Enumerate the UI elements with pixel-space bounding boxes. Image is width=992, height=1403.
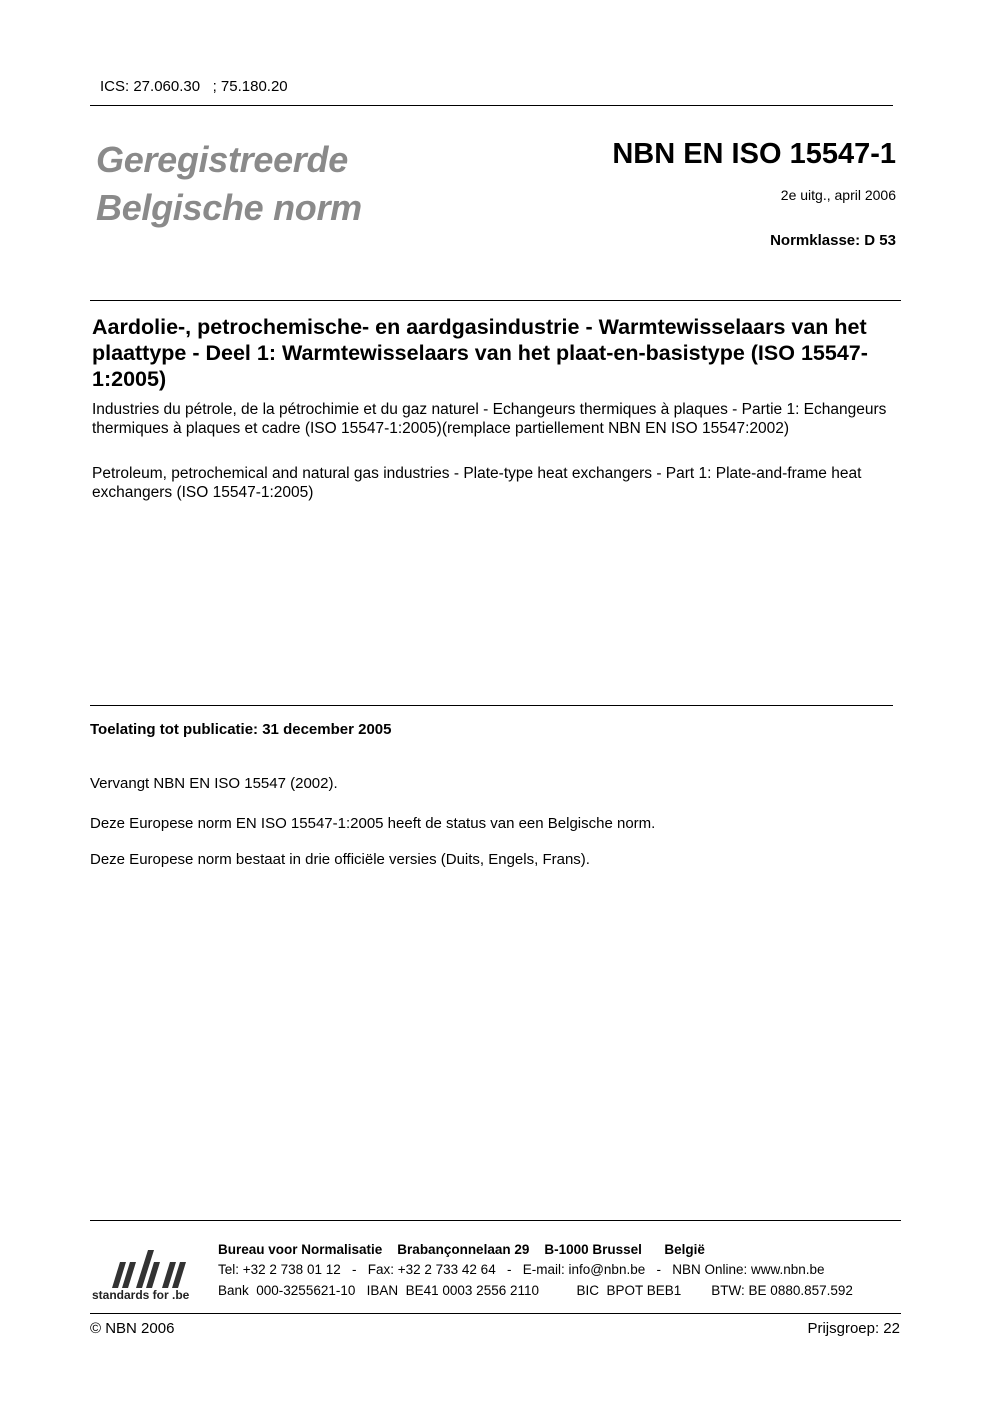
title-english: Petroleum, petrochemical and natural gas industries - Plate-type heat exchangers - Part 1: Plate-and-frame heat exchangers (ISO 15547-1:2005) (92, 465, 862, 501)
publication-date: Toelating tot publicatie: 31 december 2005 (90, 721, 392, 738)
footer-bottom-divider (90, 1313, 901, 1314)
copyright: © NBN 2006 (90, 1320, 175, 1337)
standard-number: NBN EN ISO 15547-1 (612, 138, 896, 170)
versions-note: Deze Europese norm bestaat in drie officiële versies (Duits, Engels, Frans). (90, 851, 590, 868)
edition-date: 2e uitg., april 2006 (780, 187, 896, 203)
registered-line-1: Geregistreerde (96, 139, 348, 180)
status-note: Deze Europese norm EN ISO 15547-1:2005 heeft de status van een Belgische norm. (90, 815, 656, 832)
title-dutch: Aardolie-, petrochemische- en aardgasindustrie - Warmtewisselaars van het plaattype - Deel 1: Warmtewisselaars van het plaat-en-basistype (ISO 15547-1:2005) (92, 315, 868, 391)
top-divider (90, 105, 893, 106)
nbn-logo-mark-icon (106, 1250, 196, 1290)
title-divider (90, 300, 901, 301)
title-french: Industries du pétrole, de la pétrochimie et du gaz naturel - Echangeurs thermiques à plaques - Partie 1: Echangeurs thermiques à plaques et cadre (ISO 15547-1:2005)(remplace partiellement NBN EN ISO 15547:2002) (92, 401, 887, 437)
nbn-logo (92, 1250, 204, 1306)
bank-line: Bank 000-3255621-10 IBAN BE41 0003 2556 2110 BIC BPOT BEB1 BTW: BE 0880.857.592 (218, 1283, 853, 1298)
registered-line-2: Belgische norm (96, 187, 362, 228)
contact-line: Tel: +32 2 738 01 12 - Fax: +32 2 733 42 64 - E-mail: info@nbn.be - NBN Online: www.nbn.be (218, 1262, 825, 1277)
norm-class: Normklasse: D 53 (770, 232, 896, 249)
body-divider (90, 705, 893, 706)
price-group: Prijsgroep: 22 (807, 1320, 900, 1337)
replaces-note: Vervangt NBN EN ISO 15547 (2002). (90, 775, 338, 792)
address-line: Bureau voor Normalisatie Brabançonnelaan 29 B-1000 Brussel België (218, 1242, 705, 1257)
footer-top-divider (90, 1220, 901, 1221)
registered-standard-heading (96, 136, 362, 232)
logo-tagline: standards for .be (92, 1288, 190, 1302)
ics-code: ICS: 27.060.30 ; 75.180.20 (100, 78, 288, 95)
